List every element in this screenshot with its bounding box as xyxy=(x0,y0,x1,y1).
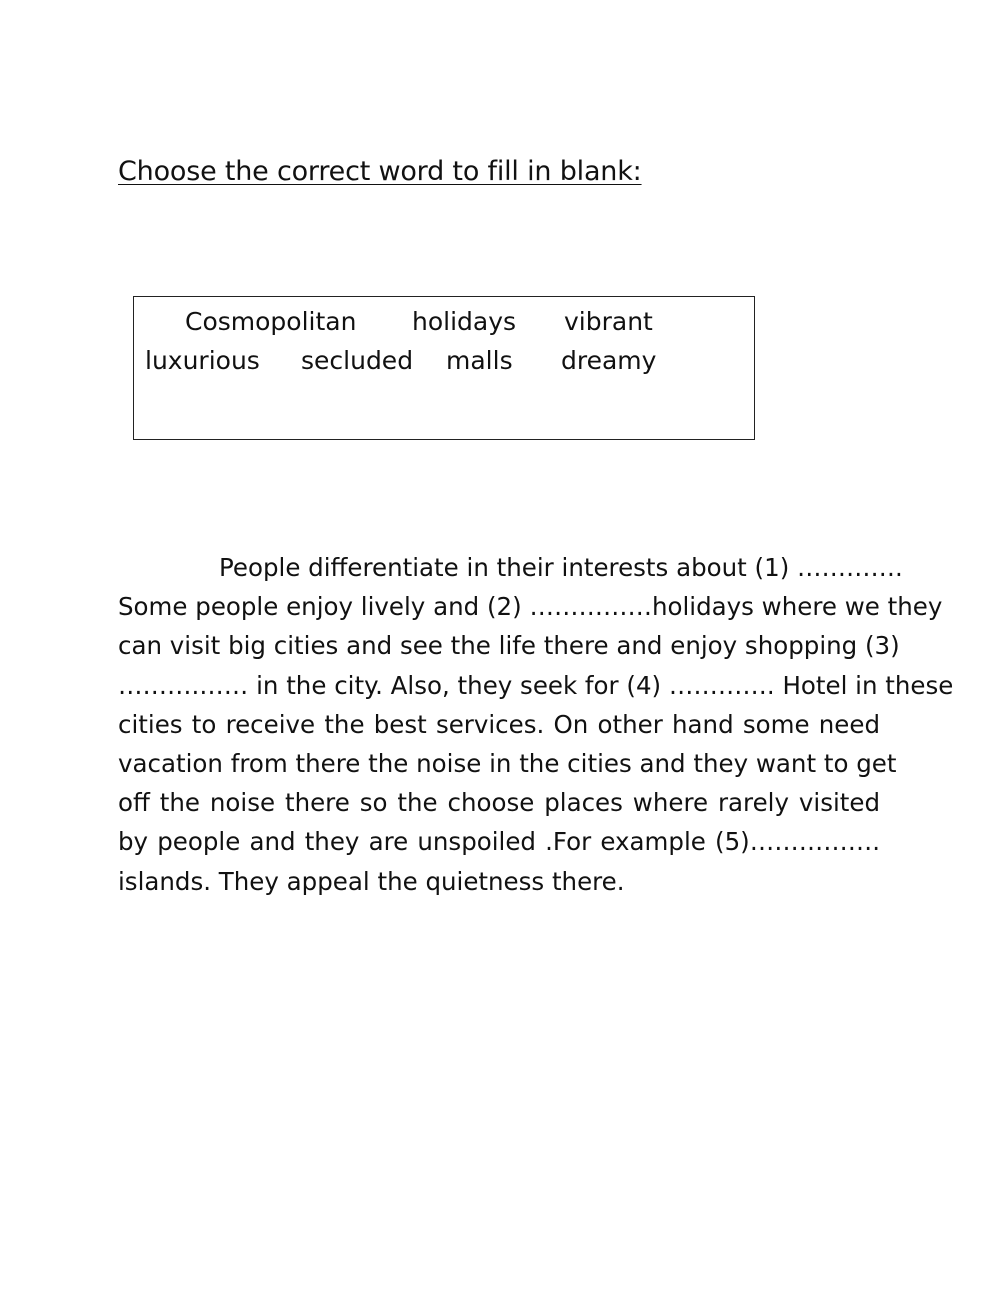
word-bank-item: malls xyxy=(446,346,513,375)
word-bank-item: holidays xyxy=(412,307,517,336)
worksheet-title: Choose the correct word to fill in blank: xyxy=(118,156,642,187)
passage-line: off the noise there so the choose places where rarely visited xyxy=(118,788,880,818)
word-bank-item: vibrant xyxy=(564,307,653,336)
passage-line: islands. They appeal the quietness there. xyxy=(118,866,625,896)
word-bank-item: dreamy xyxy=(561,346,657,375)
word-bank-box xyxy=(133,296,755,440)
passage-line: vacation from there the noise in the cities and they want to get xyxy=(118,748,897,778)
word-bank-item: luxurious xyxy=(145,346,260,375)
passage-line: by people and they are unspoiled .For example (5)……………. xyxy=(118,827,880,857)
passage-line: Some people enjoy lively and (2) ……………holidays where we they xyxy=(118,592,943,622)
passage-line: People differentiate in their interests about (1) …………. xyxy=(219,553,903,582)
word-bank-item: secluded xyxy=(301,346,414,375)
passage-line: can visit big cities and see the life there and enjoy shopping (3) xyxy=(118,631,900,661)
word-bank-item: Cosmopolitan xyxy=(185,307,357,336)
passage xyxy=(118,548,954,901)
passage-line: cities to receive the best services. On other hand some need xyxy=(118,709,880,739)
passage-line: ……….…… in the city. Also, they seek for (4) …………. Hotel in these xyxy=(118,670,954,700)
